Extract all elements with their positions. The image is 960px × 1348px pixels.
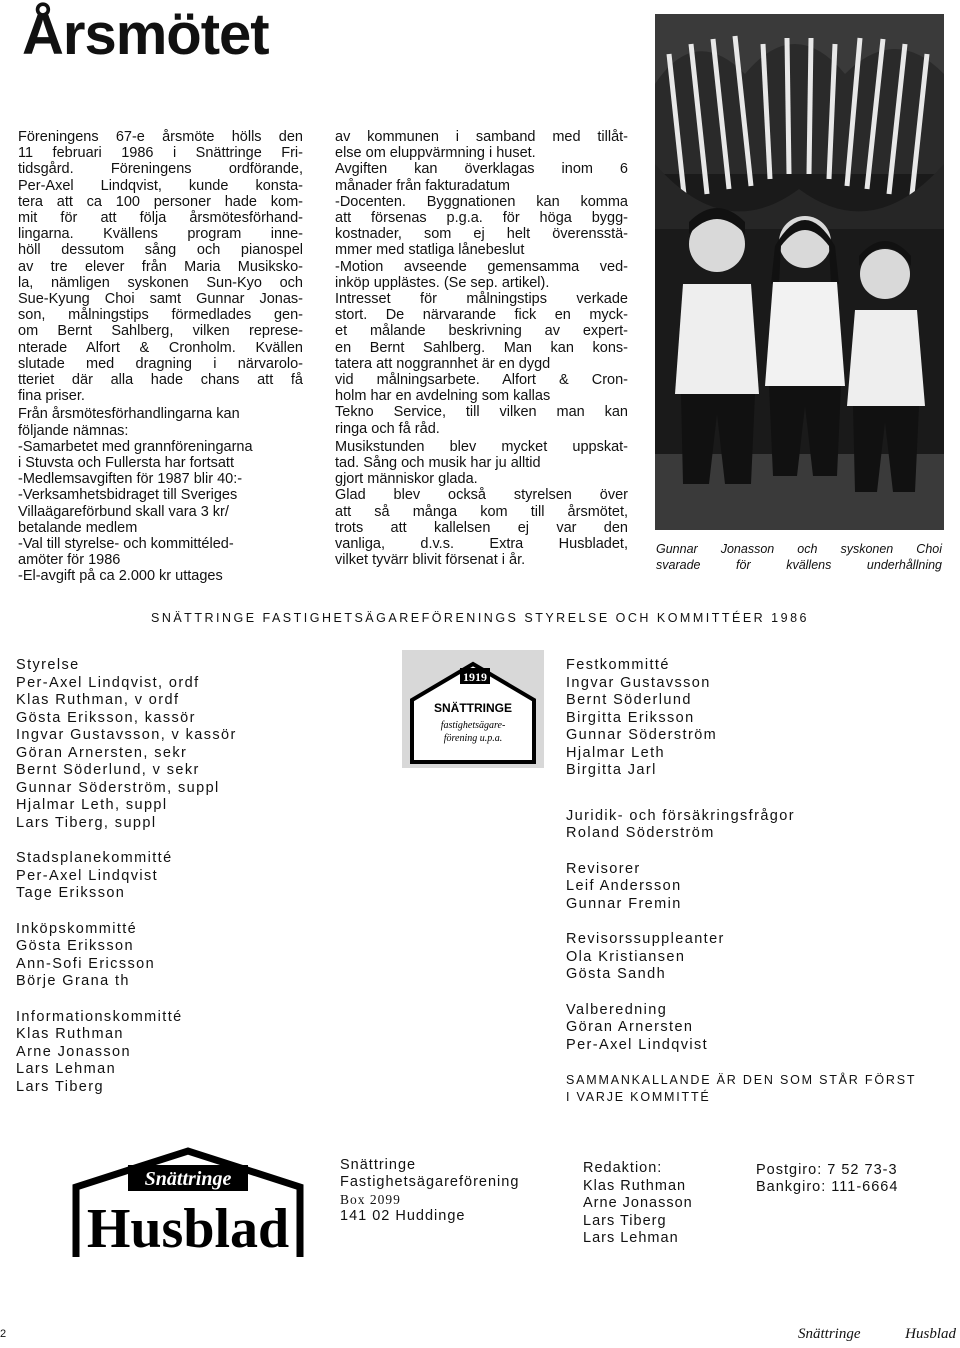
article-paragraph xyxy=(335,129,628,437)
member-row: Ann-Sofi Ericsson xyxy=(16,955,156,972)
committee-group xyxy=(566,861,916,914)
text-line: Villaägareförbund skall vara 3 kr/ xyxy=(18,503,229,520)
text-line: son, målningstips förmedlades gen- xyxy=(18,307,303,324)
text-line: Tekno Service, till vilken man kan xyxy=(335,404,628,421)
committee-group xyxy=(566,1002,916,1055)
committees-heading: SNÄTTRINGE FASTIGHETSÄGAREFÖRENINGS STYRELSE OCH KOMMITTÉER 1986 xyxy=(150,611,809,625)
text-line: gjort människor glada. xyxy=(335,471,478,488)
committee-group xyxy=(566,657,916,780)
logo-line1: Snättringe xyxy=(144,1168,232,1190)
text-line: vanliga, d.v.s. Extra Husbladet, xyxy=(335,536,628,553)
member-row: Tage Eriksson xyxy=(16,885,126,901)
address-line: 141 02 Huddinge xyxy=(340,1208,466,1224)
text-line: följande nämnas: xyxy=(18,422,129,439)
logo-sub1: fastighetsägare- xyxy=(440,720,506,731)
text-line: tidsgård. Föreningens ordförande, xyxy=(18,161,303,178)
committee-title: Valberedning xyxy=(566,1001,668,1018)
logo-year: 1919 xyxy=(463,670,487,684)
committee-title: Revisorssuppleanter xyxy=(566,931,725,947)
committee-group xyxy=(16,921,237,991)
text-line: Föreningens 67-e årsmöte hölls den xyxy=(18,129,303,145)
text-line: fina priser. xyxy=(18,388,85,405)
member-row: Gösta Eriksson xyxy=(16,938,134,954)
committee-title: Revisorer xyxy=(566,860,641,877)
text-line: Intresset för målningstips verkade xyxy=(335,291,628,308)
page-number: 2 xyxy=(0,1328,7,1340)
article-paragraph xyxy=(18,406,303,584)
committee-title: Informationskommitté xyxy=(16,1008,183,1025)
logo-line2: Husblad xyxy=(86,1198,290,1260)
member-row: Lars Tiberg xyxy=(16,1078,104,1095)
text-line: mit för att följa årsmötesförhand- xyxy=(18,210,303,227)
article-column-2 xyxy=(335,129,628,570)
text-line: Avgiften kan överklagas inom 6 xyxy=(335,161,628,178)
text-line: stort. De närvarande fick en myck- xyxy=(335,307,628,324)
note-line: SAMMANKALLANDE ÄR DEN SOM STÅR FÖRST xyxy=(566,1073,917,1087)
bankgiro: Bankgiro: 111-6664 xyxy=(756,1179,899,1195)
text-line: vilket tyvärr blivit försenat i år. xyxy=(335,552,526,569)
text-line: tad. Sång och musik har ju alltid xyxy=(335,455,541,472)
member-row: Gunnar Söderström xyxy=(566,727,718,743)
text-line: -Medlemsavgiften för 1987 blir 40:- xyxy=(18,471,243,488)
text-line: inköp upplästes. (Se sep. artikel). xyxy=(335,274,550,291)
address-block xyxy=(340,1157,519,1225)
text-line: 11 februari 1986 i Snättringe Fri- xyxy=(18,145,303,162)
committee-title: Inköpskommitté xyxy=(16,920,138,937)
publication-word: Snättringe xyxy=(798,1326,861,1342)
text-line: Musikstunden blev mycket uppskat- xyxy=(335,438,628,455)
page-title: Årsmötet xyxy=(22,2,269,67)
article-paragraph xyxy=(335,439,628,569)
text-line: la, nämligen syskonen Sun-Kyo och xyxy=(18,274,303,291)
member-row: Birgitta Jarl xyxy=(566,762,657,778)
text-line: höll dessutom sång och pianospel xyxy=(18,242,303,259)
logo-sub2: förening u.p.a. xyxy=(443,733,503,744)
editor-name: Lars Lehman xyxy=(583,1230,679,1246)
text-line: av kommunen i samband med tillåt- xyxy=(335,129,628,145)
accounts-block xyxy=(756,1162,898,1196)
text-line: tteriet där alla hade chans att få xyxy=(18,372,303,389)
text-line: Per-Axel Lindqvist, kunde konsta- xyxy=(18,177,303,194)
editor-name: Klas Ruthman xyxy=(583,1177,687,1194)
text-line: -El-avgift på ca 2.000 kr uttages xyxy=(18,568,223,585)
member-row: Ingvar Gustavsson xyxy=(566,674,711,691)
address-line: Snättringe xyxy=(340,1157,417,1173)
text-line: Sue-Kyung Choi samt Gunnar Jonas- xyxy=(18,291,303,308)
member-row: Klas Ruthman xyxy=(16,1026,124,1042)
text-line: slutade med dragning i närvarolo- xyxy=(18,355,303,372)
address-line: Box 2099 xyxy=(340,1192,401,1207)
member-row: Hjalmar Leth xyxy=(566,744,665,761)
member-row: Per-Axel Lindqvist, ordf xyxy=(16,674,200,691)
member-row: Klas Ruthman, v ordf xyxy=(16,692,180,708)
committee-group xyxy=(16,657,237,832)
postgiro: Postgiro: 7 52 73-3 xyxy=(756,1162,898,1178)
committee-group xyxy=(566,931,916,984)
husblad-logo xyxy=(68,1147,308,1263)
text-line: månader från fakturadatum xyxy=(335,177,510,194)
member-row: Ola Kristiansen xyxy=(566,948,686,965)
summons-note xyxy=(566,1072,916,1106)
caption-line: Gunnar Jonasson och syskonen Choi xyxy=(656,542,942,556)
text-line: i Stuvsta och Fullersta har fortsatt xyxy=(18,455,234,472)
text-line: kostnader, som ej helt överensstä- xyxy=(335,226,628,243)
editor-name: Arne Jonasson xyxy=(583,1195,693,1211)
text-line: -Verksamhetsbidraget till Sveriges xyxy=(18,487,238,504)
editors-heading: Redaktion: xyxy=(583,1160,663,1176)
member-row: Birgitta Eriksson xyxy=(566,709,695,726)
group-photo xyxy=(655,14,944,530)
text-line: om Bernt Sahlberg, vilken represe- xyxy=(18,323,303,340)
member-row: Leif Andersson xyxy=(566,878,682,894)
member-row: Göran Arnersten, sekr xyxy=(16,744,188,761)
text-line: trots att kallelsen ej var den xyxy=(335,519,628,536)
member-row: Gunnar Söderström, suppl xyxy=(16,779,220,796)
member-row: Börje Grana th xyxy=(16,973,130,989)
committee-title: Juridik- och försäkringsfrågor xyxy=(566,807,795,824)
text-line: -Val till styrelse- och kommittéled- xyxy=(18,536,234,553)
member-row: Roland Söderström xyxy=(566,825,715,841)
text-line: lingarna. Kvällens program inne- xyxy=(18,226,303,243)
text-line: Från årsmötesförhandlingarna kan xyxy=(18,406,240,423)
text-line: else om eluppvärmning i huset. xyxy=(335,145,536,162)
committee-list-right xyxy=(566,657,916,1106)
committee-title: Festkommitté xyxy=(566,657,670,673)
member-row: Bernt Söderlund, v sekr xyxy=(16,762,200,778)
publication-word: Husblad xyxy=(905,1326,956,1342)
text-line: mmer med statliga lånebeslut xyxy=(335,242,525,259)
member-row: Gösta Sandh xyxy=(566,966,667,982)
text-line: ringa och få råd. xyxy=(335,420,440,437)
member-row: Ingvar Gustavsson, v kassör xyxy=(16,727,237,743)
text-line: tera att ca 100 personer hade kom- xyxy=(18,193,303,210)
member-row: Per-Axel Lindqvist xyxy=(566,1036,709,1053)
committee-title: Styrelse xyxy=(16,657,80,673)
text-line: Glad blev också styrelsen över xyxy=(335,487,628,504)
article-column-1 xyxy=(18,129,303,587)
text-line: vid målningsarbete. Alfort & Cron- xyxy=(335,372,628,389)
text-line: -Motion avseende gemensamma ved- xyxy=(335,258,628,275)
member-row: Hjalmar Leth, suppl xyxy=(16,797,168,813)
publication-name xyxy=(798,1326,956,1343)
text-line: att försenas p.g.a. för höga bygg- xyxy=(335,210,628,227)
photo-caption xyxy=(656,541,942,573)
text-line: av tre elever från Maria Musiksko- xyxy=(18,258,303,275)
committee-group xyxy=(566,808,916,843)
member-row: Bernt Söderlund xyxy=(566,692,692,708)
article-paragraph xyxy=(18,129,303,404)
committee-group xyxy=(16,1009,237,1097)
member-row: Lars Lehman xyxy=(16,1061,117,1077)
member-row: Arne Jonasson xyxy=(16,1043,131,1060)
text-line: att så många kom till årsmötet, xyxy=(335,503,628,520)
committee-list-left xyxy=(16,657,237,1114)
editors-block xyxy=(583,1160,693,1248)
member-row: Lars Tiberg, suppl xyxy=(16,814,157,831)
text-line: et målande beskrivning av expert- xyxy=(335,323,628,340)
text-line: nterade Alfort & Cronholm. Kvällen xyxy=(18,339,303,356)
member-row: Per-Axel Lindqvist xyxy=(16,867,159,884)
note-line: I VARJE KOMMITTÉ xyxy=(566,1090,711,1104)
logo-name: SNÄTTRINGE xyxy=(434,701,512,715)
association-logo xyxy=(402,650,544,768)
text-line: betalande medlem xyxy=(18,519,138,536)
text-line: amöter för 1986 xyxy=(18,552,121,569)
editor-name: Lars Tiberg xyxy=(583,1212,667,1229)
committee-title: Stadsplanekommitté xyxy=(16,850,173,866)
text-line: -Docenten. Byggnationen kan komma xyxy=(335,193,628,210)
member-row: Gösta Eriksson, kassör xyxy=(16,709,196,726)
address-line: Fastighetsägareförening xyxy=(340,1174,520,1190)
text-line: holm har en avdelning som kallas xyxy=(335,388,551,405)
text-line: tatera att noggrannhet är en dygd xyxy=(335,355,551,372)
text-line: en Bernt Sahlberg. Man kan kons- xyxy=(335,339,628,356)
committee-group xyxy=(16,850,237,903)
text-line: -Samarbetet med grannföreningarna xyxy=(18,438,253,455)
member-row: Gunnar Fremin xyxy=(566,895,682,912)
member-row: Göran Arnersten xyxy=(566,1019,694,1035)
caption-line: svarade för kvällens underhållning xyxy=(656,558,942,572)
